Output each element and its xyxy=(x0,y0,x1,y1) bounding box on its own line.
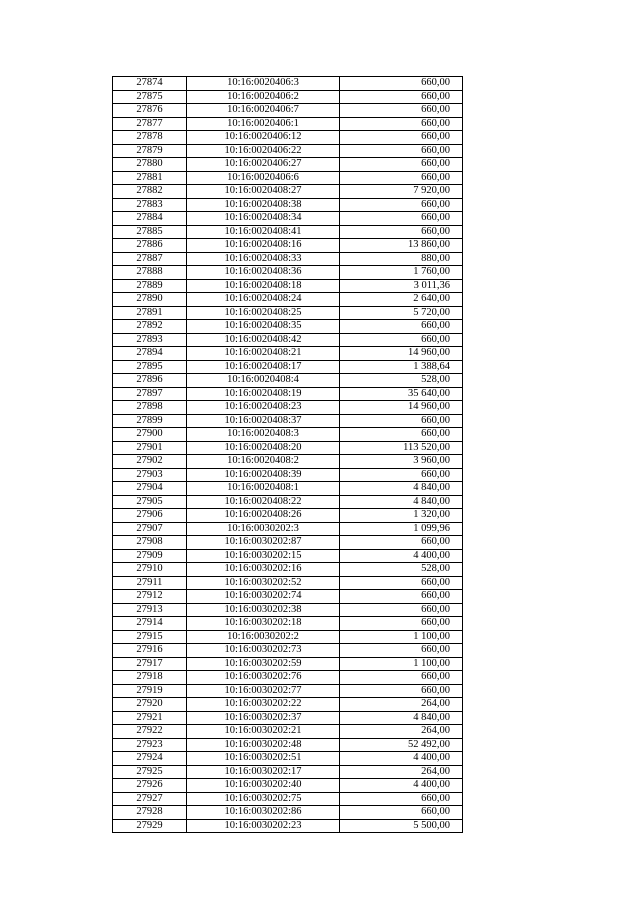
cadastral-number-cell: 10:16:0020408:21 xyxy=(187,347,340,361)
cadastral-number-cell: 10:16:0020408:3 xyxy=(187,428,340,442)
table-row xyxy=(113,441,463,455)
row-number-cell: 27888 xyxy=(113,266,187,280)
cadastral-number-cell: 10:16:0030202:22 xyxy=(187,698,340,712)
table-row xyxy=(113,374,463,388)
table-row xyxy=(113,671,463,685)
cadastral-number-cell: 10:16:0020406:6 xyxy=(187,171,340,185)
cadastral-number-cell: 10:16:0030202:51 xyxy=(187,752,340,766)
cadastral-number-cell: 10:16:0020408:22 xyxy=(187,495,340,509)
amount-cell: 2 640,00 xyxy=(340,293,463,307)
row-number-cell: 27895 xyxy=(113,360,187,374)
row-number-cell: 27890 xyxy=(113,293,187,307)
row-number-cell: 27892 xyxy=(113,320,187,334)
amount-cell: 5 720,00 xyxy=(340,306,463,320)
table-row xyxy=(113,401,463,415)
cadastral-number-cell: 10:16:0030202:16 xyxy=(187,563,340,577)
row-number-cell: 27907 xyxy=(113,522,187,536)
amount-cell: 660,00 xyxy=(340,806,463,820)
table-row xyxy=(113,779,463,793)
row-number-cell: 27910 xyxy=(113,563,187,577)
row-number-cell: 27909 xyxy=(113,549,187,563)
amount-cell: 528,00 xyxy=(340,563,463,577)
table-row xyxy=(113,212,463,226)
table-row xyxy=(113,549,463,563)
table-row xyxy=(113,711,463,725)
amount-cell: 660,00 xyxy=(340,158,463,172)
cadastral-number-cell: 10:16:0030202:17 xyxy=(187,765,340,779)
row-number-cell: 27901 xyxy=(113,441,187,455)
table-row xyxy=(113,590,463,604)
amount-cell: 4 400,00 xyxy=(340,779,463,793)
table-row xyxy=(113,617,463,631)
row-number-cell: 27884 xyxy=(113,212,187,226)
row-number-cell: 27900 xyxy=(113,428,187,442)
cadastral-number-cell: 10:16:0020406:27 xyxy=(187,158,340,172)
row-number-cell: 27914 xyxy=(113,617,187,631)
data-table xyxy=(112,76,463,833)
amount-cell: 13 860,00 xyxy=(340,239,463,253)
amount-cell: 4 840,00 xyxy=(340,482,463,496)
table-row xyxy=(113,576,463,590)
amount-cell: 4 840,00 xyxy=(340,711,463,725)
table-row xyxy=(113,792,463,806)
amount-cell: 660,00 xyxy=(340,77,463,91)
amount-cell: 1 760,00 xyxy=(340,266,463,280)
cadastral-number-cell: 10:16:0030202:2 xyxy=(187,630,340,644)
row-number-cell: 27927 xyxy=(113,792,187,806)
cadastral-number-cell: 10:16:0020408:41 xyxy=(187,225,340,239)
amount-cell: 1 320,00 xyxy=(340,509,463,523)
cadastral-number-cell: 10:16:0020408:20 xyxy=(187,441,340,455)
table-row xyxy=(113,738,463,752)
row-number-cell: 27920 xyxy=(113,698,187,712)
table-row xyxy=(113,266,463,280)
row-number-cell: 27896 xyxy=(113,374,187,388)
cadastral-number-cell: 10:16:0030202:77 xyxy=(187,684,340,698)
cadastral-number-cell: 10:16:0020408:42 xyxy=(187,333,340,347)
row-number-cell: 27899 xyxy=(113,414,187,428)
amount-cell: 660,00 xyxy=(340,792,463,806)
row-number-cell: 27877 xyxy=(113,117,187,131)
amount-cell: 1 100,00 xyxy=(340,657,463,671)
row-number-cell: 27880 xyxy=(113,158,187,172)
row-number-cell: 27882 xyxy=(113,185,187,199)
amount-cell: 660,00 xyxy=(340,590,463,604)
row-number-cell: 27923 xyxy=(113,738,187,752)
table-row xyxy=(113,414,463,428)
amount-cell: 660,00 xyxy=(340,468,463,482)
amount-cell: 660,00 xyxy=(340,117,463,131)
row-number-cell: 27889 xyxy=(113,279,187,293)
cadastral-number-cell: 10:16:0020406:3 xyxy=(187,77,340,91)
cadastral-number-cell: 10:16:0030202:3 xyxy=(187,522,340,536)
cadastral-number-cell: 10:16:0030202:37 xyxy=(187,711,340,725)
amount-cell: 1 100,00 xyxy=(340,630,463,644)
cadastral-number-cell: 10:16:0030202:18 xyxy=(187,617,340,631)
amount-cell: 660,00 xyxy=(340,212,463,226)
cadastral-number-cell: 10:16:0030202:76 xyxy=(187,671,340,685)
row-number-cell: 27887 xyxy=(113,252,187,266)
table-row xyxy=(113,306,463,320)
cadastral-number-cell: 10:16:0030202:40 xyxy=(187,779,340,793)
amount-cell: 4 400,00 xyxy=(340,752,463,766)
table-row xyxy=(113,104,463,118)
cadastral-number-cell: 10:16:0020408:16 xyxy=(187,239,340,253)
amount-cell: 528,00 xyxy=(340,374,463,388)
row-number-cell: 27926 xyxy=(113,779,187,793)
table-row xyxy=(113,144,463,158)
cadastral-number-cell: 10:16:0020408:38 xyxy=(187,198,340,212)
table-row xyxy=(113,225,463,239)
cadastral-number-cell: 10:16:0020408:35 xyxy=(187,320,340,334)
amount-cell: 660,00 xyxy=(340,171,463,185)
cadastral-number-cell: 10:16:0020408:37 xyxy=(187,414,340,428)
row-number-cell: 27879 xyxy=(113,144,187,158)
amount-cell: 7 920,00 xyxy=(340,185,463,199)
amount-cell: 660,00 xyxy=(340,90,463,104)
amount-cell: 5 500,00 xyxy=(340,819,463,833)
table-row xyxy=(113,684,463,698)
table-row xyxy=(113,765,463,779)
cadastral-number-cell: 10:16:0030202:86 xyxy=(187,806,340,820)
cadastral-number-cell: 10:16:0020408:26 xyxy=(187,509,340,523)
cadastral-number-cell: 10:16:0020408:39 xyxy=(187,468,340,482)
cadastral-number-cell: 10:16:0030202:73 xyxy=(187,644,340,658)
table-row xyxy=(113,360,463,374)
cadastral-number-cell: 10:16:0020406:1 xyxy=(187,117,340,131)
table-row xyxy=(113,239,463,253)
amount-cell: 660,00 xyxy=(340,320,463,334)
cadastral-number-cell: 10:16:0020408:27 xyxy=(187,185,340,199)
row-number-cell: 27898 xyxy=(113,401,187,415)
cadastral-number-cell: 10:16:0020408:23 xyxy=(187,401,340,415)
amount-cell: 660,00 xyxy=(340,428,463,442)
row-number-cell: 27918 xyxy=(113,671,187,685)
row-number-cell: 27924 xyxy=(113,752,187,766)
row-number-cell: 27891 xyxy=(113,306,187,320)
cadastral-number-cell: 10:16:0020408:19 xyxy=(187,387,340,401)
row-number-cell: 27874 xyxy=(113,77,187,91)
row-number-cell: 27906 xyxy=(113,509,187,523)
amount-cell: 1 099,96 xyxy=(340,522,463,536)
table-row xyxy=(113,698,463,712)
amount-cell: 660,00 xyxy=(340,671,463,685)
cadastral-number-cell: 10:16:0030202:21 xyxy=(187,725,340,739)
amount-cell: 660,00 xyxy=(340,414,463,428)
row-number-cell: 27911 xyxy=(113,576,187,590)
table-row xyxy=(113,77,463,91)
cadastral-number-cell: 10:16:0020408:24 xyxy=(187,293,340,307)
amount-cell: 14 960,00 xyxy=(340,401,463,415)
amount-cell: 660,00 xyxy=(340,576,463,590)
row-number-cell: 27912 xyxy=(113,590,187,604)
row-number-cell: 27921 xyxy=(113,711,187,725)
cadastral-number-cell: 10:16:0020408:17 xyxy=(187,360,340,374)
cadastral-number-cell: 10:16:0030202:23 xyxy=(187,819,340,833)
amount-cell: 660,00 xyxy=(340,603,463,617)
amount-cell: 264,00 xyxy=(340,725,463,739)
amount-cell: 660,00 xyxy=(340,225,463,239)
table-row xyxy=(113,252,463,266)
table-row xyxy=(113,819,463,833)
table-row xyxy=(113,536,463,550)
row-number-cell: 27897 xyxy=(113,387,187,401)
row-number-cell: 27878 xyxy=(113,131,187,145)
cadastral-number-cell: 10:16:0020408:18 xyxy=(187,279,340,293)
row-number-cell: 27876 xyxy=(113,104,187,118)
table-row xyxy=(113,482,463,496)
table-row xyxy=(113,293,463,307)
table-row xyxy=(113,752,463,766)
amount-cell: 3 960,00 xyxy=(340,455,463,469)
amount-cell: 660,00 xyxy=(340,333,463,347)
row-number-cell: 27916 xyxy=(113,644,187,658)
amount-cell: 660,00 xyxy=(340,536,463,550)
table-row xyxy=(113,171,463,185)
cadastral-number-cell: 10:16:0030202:59 xyxy=(187,657,340,671)
amount-cell: 35 640,00 xyxy=(340,387,463,401)
row-number-cell: 27881 xyxy=(113,171,187,185)
cadastral-number-cell: 10:16:0030202:15 xyxy=(187,549,340,563)
row-number-cell: 27913 xyxy=(113,603,187,617)
table-row xyxy=(113,455,463,469)
amount-cell: 660,00 xyxy=(340,644,463,658)
row-number-cell: 27885 xyxy=(113,225,187,239)
table-row xyxy=(113,198,463,212)
table-row xyxy=(113,320,463,334)
amount-cell: 660,00 xyxy=(340,617,463,631)
table-row xyxy=(113,185,463,199)
cadastral-number-cell: 10:16:0020408:33 xyxy=(187,252,340,266)
amount-cell: 660,00 xyxy=(340,684,463,698)
table-row xyxy=(113,468,463,482)
amount-cell: 660,00 xyxy=(340,131,463,145)
cadastral-number-cell: 10:16:0020406:7 xyxy=(187,104,340,118)
amount-cell: 113 520,00 xyxy=(340,441,463,455)
amount-cell: 52 492,00 xyxy=(340,738,463,752)
row-number-cell: 27883 xyxy=(113,198,187,212)
row-number-cell: 27929 xyxy=(113,819,187,833)
row-number-cell: 27917 xyxy=(113,657,187,671)
table-row xyxy=(113,657,463,671)
table-row xyxy=(113,90,463,104)
cadastral-number-cell: 10:16:0020408:36 xyxy=(187,266,340,280)
row-number-cell: 27902 xyxy=(113,455,187,469)
row-number-cell: 27925 xyxy=(113,765,187,779)
table-row xyxy=(113,725,463,739)
amount-cell: 660,00 xyxy=(340,198,463,212)
cadastral-number-cell: 10:16:0030202:87 xyxy=(187,536,340,550)
table-row xyxy=(113,630,463,644)
table-row xyxy=(113,806,463,820)
cadastral-number-cell: 10:16:0030202:38 xyxy=(187,603,340,617)
cadastral-number-cell: 10:16:0020408:1 xyxy=(187,482,340,496)
cadastral-number-cell: 10:16:0030202:74 xyxy=(187,590,340,604)
table-row xyxy=(113,509,463,523)
table-row xyxy=(113,563,463,577)
amount-cell: 660,00 xyxy=(340,104,463,118)
amount-cell: 264,00 xyxy=(340,765,463,779)
table-row xyxy=(113,158,463,172)
cadastral-number-cell: 10:16:0030202:52 xyxy=(187,576,340,590)
table-row xyxy=(113,131,463,145)
row-number-cell: 27908 xyxy=(113,536,187,550)
row-number-cell: 27893 xyxy=(113,333,187,347)
cadastral-number-cell: 10:16:0020406:2 xyxy=(187,90,340,104)
table-body xyxy=(113,77,463,833)
row-number-cell: 27875 xyxy=(113,90,187,104)
amount-cell: 880,00 xyxy=(340,252,463,266)
table-row xyxy=(113,117,463,131)
amount-cell: 14 960,00 xyxy=(340,347,463,361)
cadastral-number-cell: 10:16:0020408:34 xyxy=(187,212,340,226)
cadastral-number-cell: 10:16:0020408:4 xyxy=(187,374,340,388)
cadastral-number-cell: 10:16:0020408:25 xyxy=(187,306,340,320)
amount-cell: 4 840,00 xyxy=(340,495,463,509)
table-row xyxy=(113,333,463,347)
table-row xyxy=(113,603,463,617)
row-number-cell: 27904 xyxy=(113,482,187,496)
row-number-cell: 27905 xyxy=(113,495,187,509)
row-number-cell: 27903 xyxy=(113,468,187,482)
cadastral-number-cell: 10:16:0020406:12 xyxy=(187,131,340,145)
cadastral-number-cell: 10:16:0020406:22 xyxy=(187,144,340,158)
amount-cell: 3 011,36 xyxy=(340,279,463,293)
row-number-cell: 27886 xyxy=(113,239,187,253)
amount-cell: 4 400,00 xyxy=(340,549,463,563)
amount-cell: 660,00 xyxy=(340,144,463,158)
table-row xyxy=(113,279,463,293)
amount-cell: 1 388,64 xyxy=(340,360,463,374)
row-number-cell: 27915 xyxy=(113,630,187,644)
table-row xyxy=(113,495,463,509)
table-row xyxy=(113,644,463,658)
cadastral-number-cell: 10:16:0030202:75 xyxy=(187,792,340,806)
table-row xyxy=(113,428,463,442)
table-row xyxy=(113,387,463,401)
row-number-cell: 27894 xyxy=(113,347,187,361)
row-number-cell: 27922 xyxy=(113,725,187,739)
amount-cell: 264,00 xyxy=(340,698,463,712)
row-number-cell: 27928 xyxy=(113,806,187,820)
table-row xyxy=(113,347,463,361)
cadastral-number-cell: 10:16:0020408:2 xyxy=(187,455,340,469)
row-number-cell: 27919 xyxy=(113,684,187,698)
table-row xyxy=(113,522,463,536)
cadastral-number-cell: 10:16:0030202:48 xyxy=(187,738,340,752)
